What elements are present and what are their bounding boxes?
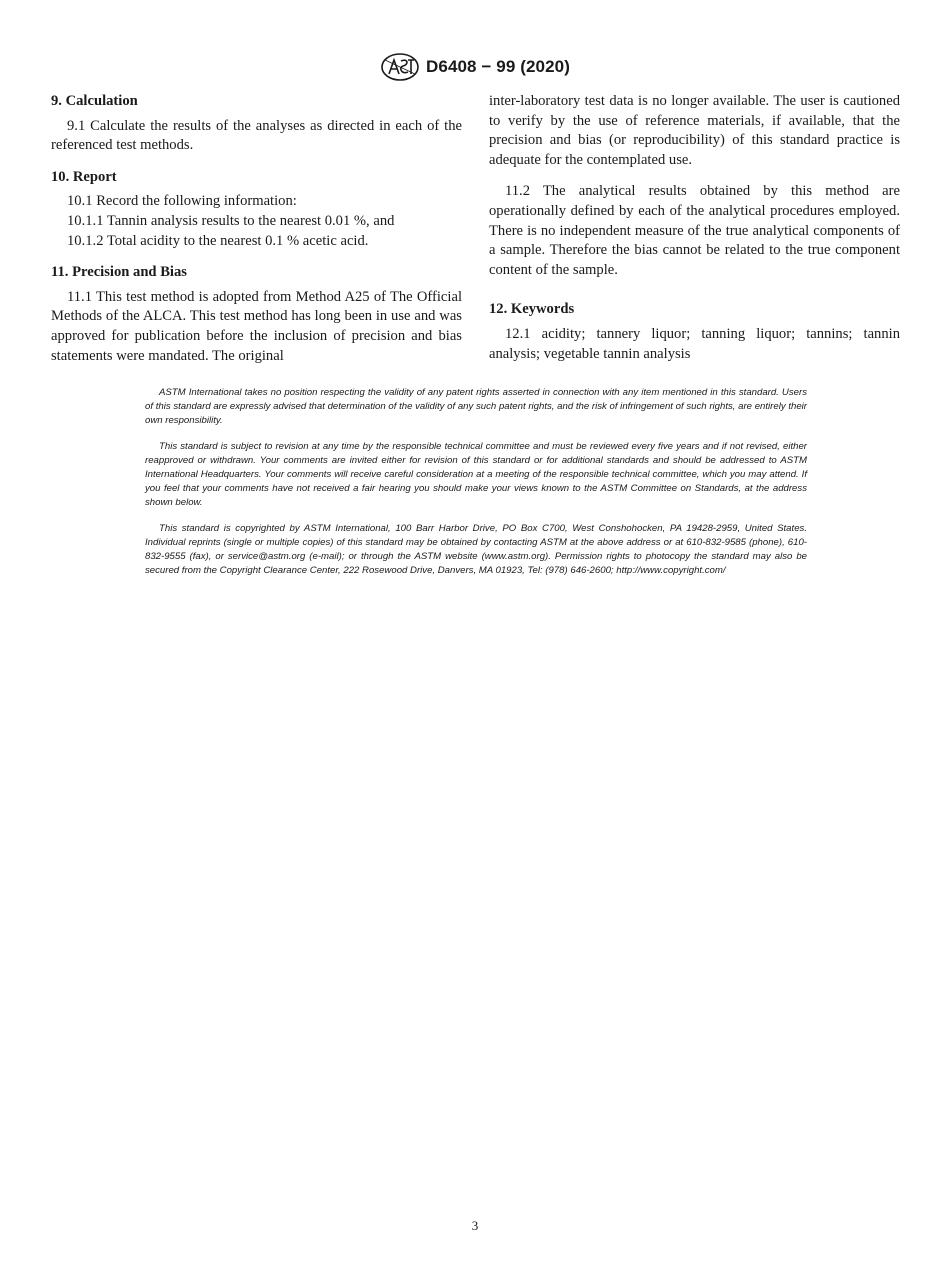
section-11-1-text: 11.1 This test method is adopted from Method A25 of The Official Methods of the ALCA. This test method has long been in use and was approved for publication before the inclusion of precision and bias statements were mandated. The original bbox=[51, 288, 462, 364]
legal-notices bbox=[145, 386, 807, 591]
section-10-1-2-text: 10.1.2 Total acidity to the nearest 0.1 % acetic acid. bbox=[67, 232, 369, 249]
section-9-1-text: 9.1 Calculate the results of the analyses as directed in each of the referenced test methods. bbox=[51, 117, 462, 154]
section-9-heading: 9. Calculation bbox=[51, 93, 138, 109]
section-11-1-continued-text: inter-laboratory test data is no longer available. The user is cautioned to verify by the use of reference materials, if available, that the precision and bias (or reproducibility) of this standard practice is adequate for the contemplated use. bbox=[489, 93, 900, 168]
patent-notice: ASTM International takes no position respecting the validity of any patent rights asserted in connection with any item mentioned in this standard. Users of this standard are expressly advised that determination of the validity of any such patent rights, and the risk of infringement of such rights, are entirely their own responsibility. bbox=[145, 387, 807, 426]
section-11-heading: 11. Precision and Bias bbox=[51, 264, 187, 281]
page-number: 3 bbox=[471, 1218, 479, 1233]
left-column bbox=[51, 92, 462, 366]
revision-notice: This standard is subject to revision at any time by the responsible technical committee and must be reviewed every five years and if not revised, either reapproved or withdrawn. Your comments are invited either for revision of this standard or for additional standards and should be addressed to ASTM International Headquarters. Your comments will receive careful consideration at a meeting of the responsible technical committee, which you may attend. If you feel that your comments have not received a fair hearing you should make your views known to the ASTM Committee on Standards, at the address shown below. bbox=[145, 441, 807, 508]
document-designation: D6408 − 99 (2020) bbox=[426, 57, 570, 76]
section-12-1-text: 12.1 acidity; tannery liquor; tanning liquor; tannins; tannin analysis; vegetable tannin analysis bbox=[489, 325, 900, 362]
section-10-heading: 10. Report bbox=[51, 168, 117, 185]
page-header bbox=[0, 52, 950, 82]
right-column bbox=[489, 92, 900, 364]
astm-logo-icon bbox=[380, 52, 420, 82]
copyright-notice: This standard is copyrighted by ASTM International, 100 Barr Harbor Drive, PO Box C700, West Conshohocken, PA 19428-2959, United States. Individual reprints (single or multiple copies) of this standard may be obtained by contacting ASTM at the above address or at 610-832-9585 (phone), 610-832-9555 (fax), or service@astm.org (e-mail); or through the ASTM website (www.astm.org). Permission rights to photocopy the standard may also be secured from the Copyright Clearance Center, 222 Rosewood Drive, Danvers, MA 01923, Tel: (978) 646-2600; http://www.copyright.com/ bbox=[145, 523, 807, 576]
section-10-1-text: 10.1 Record the following information: bbox=[67, 193, 297, 210]
section-12-heading: 12. Keywords bbox=[489, 301, 575, 318]
section-11-2-text: 11.2 The analytical results obtained by this method are operationally defined by each of the analytical procedures employed. There is no independent measure of the true analytical components of a sample. Therefore the bias cannot be related to the true component content of the sample. bbox=[489, 183, 900, 278]
section-10-1-1-text: 10.1.1 Tannin analysis results to the nearest 0.01 %, and bbox=[67, 212, 395, 229]
